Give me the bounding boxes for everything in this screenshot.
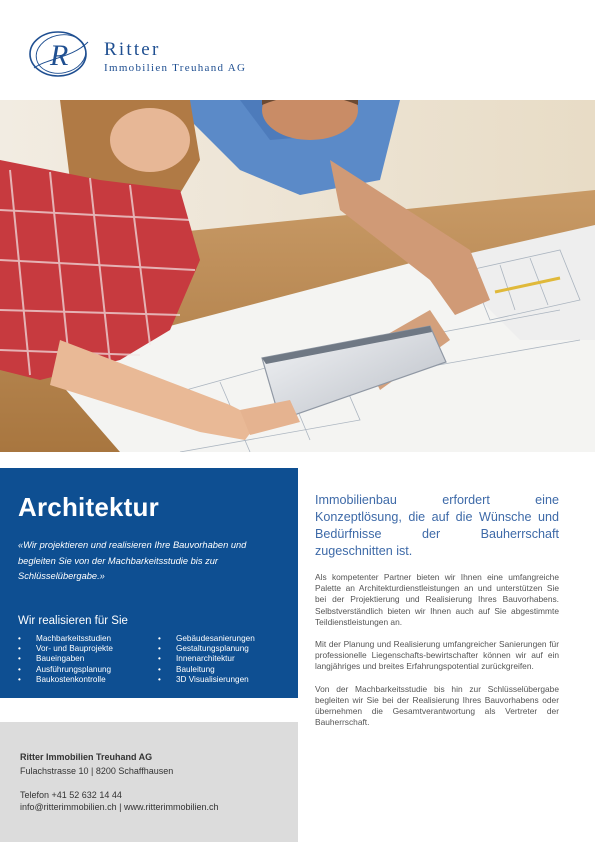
list-item: • Baukostenkontrolle: [18, 674, 106, 684]
logo-letter: R: [50, 39, 69, 72]
contact-firm-name: Ritter Immobilien Treuhand AG: [20, 752, 153, 762]
page-title: Architektur: [18, 492, 159, 522]
body-text-column: [315, 492, 559, 728]
intro-quote: «Wir projektieren und realisieren Ihre Bauvorhaben und begleiten Sie von der Machbarkeitsstudie bis zur Schlüsselübergabe.»: [18, 540, 247, 581]
services-heading: Wir realisieren für Sie: [18, 615, 128, 627]
bullet-icon: •: [18, 664, 21, 674]
hero-photo: [0, 100, 595, 452]
lead-paragraph: Immobilienbau erfordert eine Konzeptlösung, die auf die Wünsche und Bedürfnisse der Bauherrschaft zugeschnitten ist.: [315, 493, 559, 558]
list-item: • 3D Visualisierungen: [158, 674, 249, 684]
brand-wordmark: [104, 40, 246, 75]
brand-name: Ritter: [104, 39, 161, 60]
bullet-icon: •: [18, 654, 21, 664]
ritter-logo-icon: [28, 28, 92, 80]
bullet-icon: •: [18, 644, 21, 654]
bullet-icon: •: [158, 654, 161, 664]
services-list: [18, 634, 288, 685]
bullet-icon: •: [158, 644, 161, 654]
services-list-left: [18, 634, 158, 685]
list-item: • Ausführungsplanung: [18, 664, 112, 674]
bullet-icon: •: [18, 674, 21, 684]
body-paragraph: Von der Machbarkeitsstudie bis hin zur Schlüsselübergabe begleiten wir Sie bei der Realisierung Ihres Bauvorhabens oder übernehmen die Gesamtverantwortung als Vertreter der Bauherrschaft.: [315, 683, 559, 728]
bullet-icon: •: [158, 674, 161, 684]
bullet-icon: •: [158, 664, 161, 674]
services-list-right: [158, 634, 255, 685]
brand-subtitle: Immobilien Treuhand AG: [104, 62, 247, 74]
contact-web-links[interactable]: info@ritterimmobilien.ch | www.ritterimmobilien.ch: [20, 802, 219, 812]
header: [0, 0, 595, 100]
body-paragraph: Mit der Planung und Realisierung umfangreicher Sanierungen für professionelle Liegenschafts-bewirtschafter können wir auf ein langjähriges und breites Erfahrungspotential zurückgreifen.: [315, 639, 559, 672]
contact-box: [0, 722, 298, 842]
contact-address: Fulachstrasse 10 | 8200 Schaffhausen: [20, 766, 174, 776]
architecture-panel: [0, 468, 298, 698]
bullet-icon: •: [158, 634, 161, 643]
list-item: • Innenarchitektur: [158, 654, 235, 664]
list-item: • Vor- und Bauprojekte: [18, 644, 113, 654]
list-item: • Bauleitung: [158, 664, 215, 674]
contact-phone[interactable]: Telefon +41 52 632 14 44: [20, 790, 122, 800]
list-item: • Baueingaben: [18, 654, 85, 664]
bullet-icon: •: [18, 634, 21, 643]
list-item: • Gebäudesanierungen: [158, 634, 255, 643]
list-item: • Machbarkeitsstudien: [18, 634, 112, 643]
body-paragraph: Als kompetenter Partner bieten wir Ihnen eine umfangreiche Palette an Architekturdienstleistungen an und unterstützen Sie bei der Projektierung und Realisierung Ihres Bauvorhabens. Selbstverständlich bieten wir Ihnen auch auf Sie abgestimmte Teildienstleistungen an.: [315, 572, 559, 627]
list-item: • Gestaltungsplanung: [158, 644, 249, 654]
